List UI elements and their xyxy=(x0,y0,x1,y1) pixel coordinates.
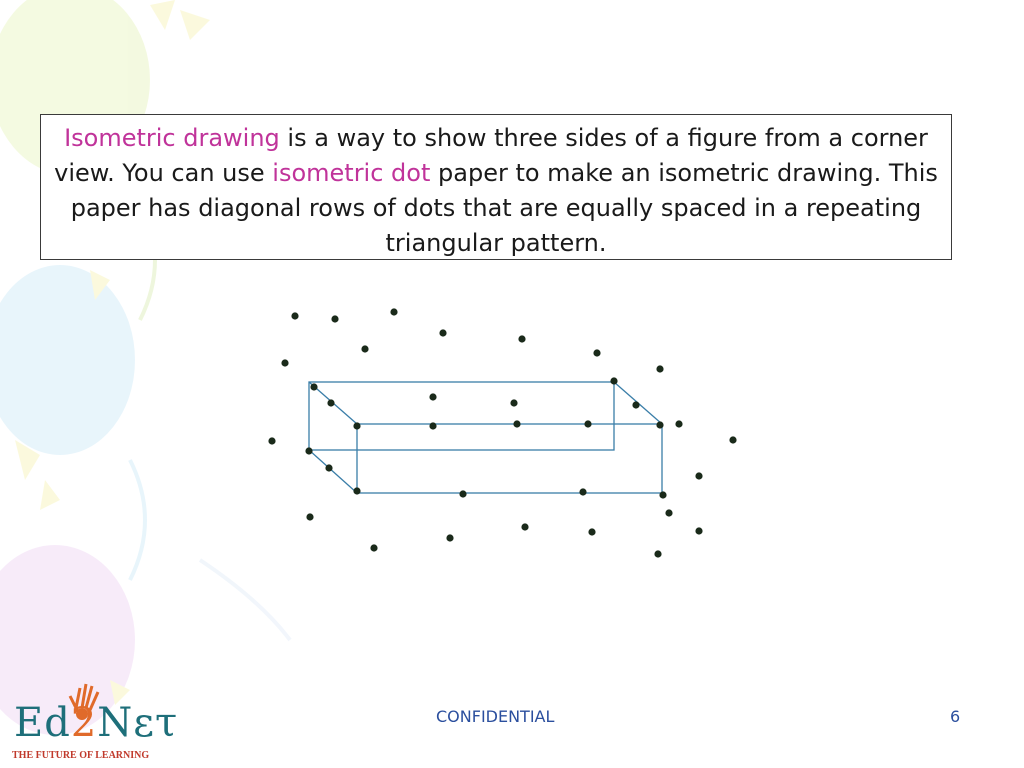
definition-text-1: is a way to show three sides of a figure from a corner view. You can use xyxy=(54,124,928,187)
grid-dot xyxy=(439,329,446,336)
grid-dot xyxy=(518,335,525,342)
logo-two: 2 xyxy=(70,700,98,746)
grid-dot xyxy=(327,399,334,406)
grid-dot xyxy=(593,349,600,356)
grid-dot xyxy=(584,420,591,427)
ed2net-logo xyxy=(14,700,178,746)
grid-dot xyxy=(659,491,666,498)
footer-confidential: CONFIDENTIAL xyxy=(436,707,555,726)
grid-dot xyxy=(306,513,313,520)
grid-dot xyxy=(695,527,702,534)
definition-text-2: paper to make an isometric drawing. This paper has diagonal rows of dots that are equally spaced in a repeating triangular pattern. xyxy=(70,159,938,257)
grid-dot xyxy=(361,345,368,352)
grid-dot xyxy=(665,509,672,516)
grid-dot xyxy=(579,488,586,495)
logo-ed: Ed xyxy=(14,700,71,746)
grid-dot xyxy=(429,393,436,400)
grid-dot xyxy=(353,487,360,494)
term-isometric-dot: isometric dot xyxy=(272,159,431,187)
grid-dot xyxy=(521,523,528,530)
grid-dot xyxy=(654,550,661,557)
logo-tagline: THE FUTURE OF LEARNING xyxy=(12,750,150,761)
grid-dot xyxy=(325,464,332,471)
grid-dot xyxy=(310,383,317,390)
grid-dot xyxy=(429,422,436,429)
grid-dot xyxy=(331,315,338,322)
grid-dot xyxy=(291,312,298,319)
edge-bottom-left xyxy=(309,450,357,493)
grid-dot xyxy=(353,422,360,429)
grid-dot xyxy=(513,420,520,427)
grid-dot xyxy=(610,377,617,384)
grid-dot xyxy=(268,437,275,444)
logo-net: Nετ xyxy=(97,700,179,746)
grid-dot xyxy=(305,447,312,454)
grid-dot xyxy=(459,490,466,497)
grid-dot xyxy=(390,308,397,315)
term-isometric-drawing: Isometric drawing xyxy=(64,124,280,152)
grid-dot xyxy=(656,365,663,372)
grid-dot xyxy=(588,528,595,535)
front-face xyxy=(357,424,662,493)
page-number: 6 xyxy=(950,707,961,726)
grid-dot xyxy=(370,544,377,551)
back-face xyxy=(309,382,614,450)
grid-dot xyxy=(281,359,288,366)
grid-dot xyxy=(446,534,453,541)
grid-dot xyxy=(656,421,663,428)
grid-dot xyxy=(510,399,517,406)
grid-dot xyxy=(675,420,682,427)
grid-dot xyxy=(729,436,736,443)
grid-dot xyxy=(695,472,702,479)
grid-dot xyxy=(632,401,639,408)
